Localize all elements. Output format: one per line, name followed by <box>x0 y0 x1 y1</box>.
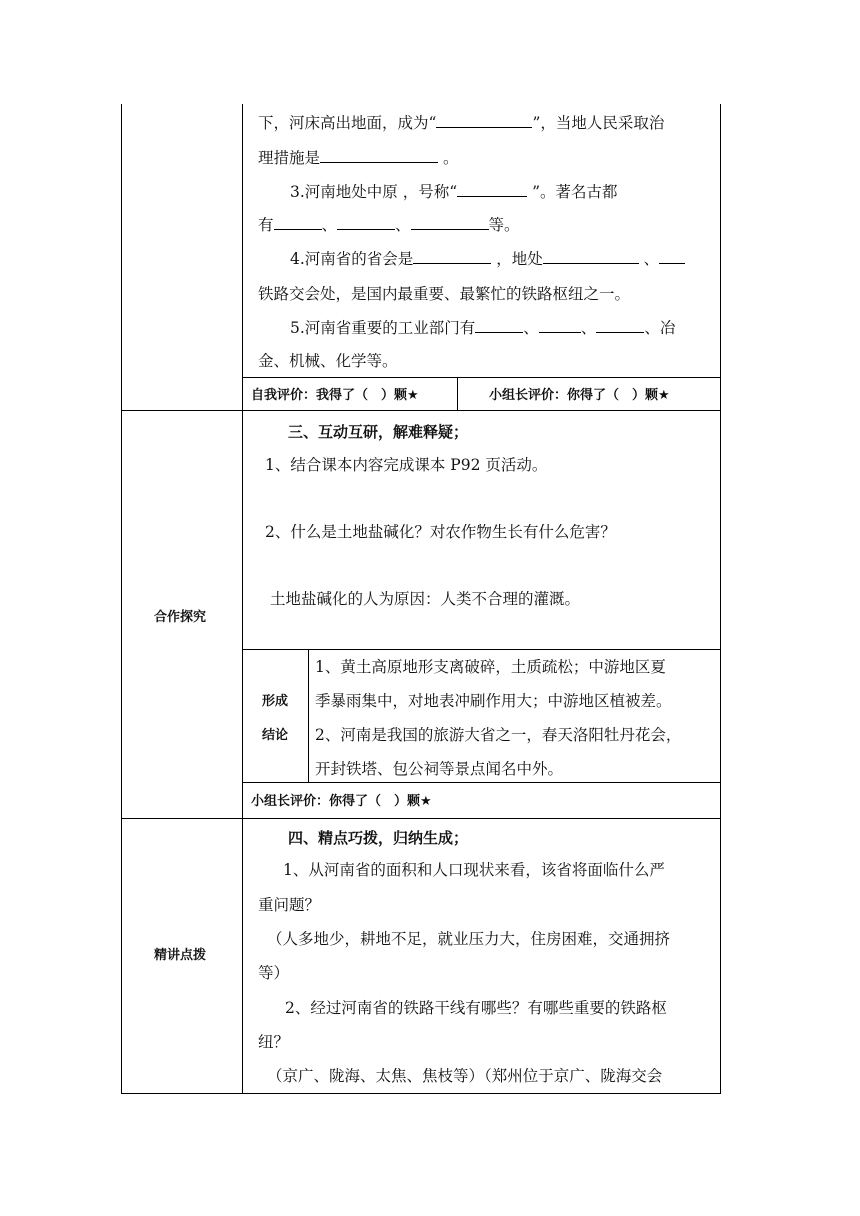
q4-line1 <box>290 249 685 269</box>
section-divider-2-3 <box>121 410 721 411</box>
conclusion-line: 2、河南是我国的旅游大省之一，春天洛阳牡丹花会， <box>315 726 682 744</box>
section2-eval-divider <box>457 377 458 411</box>
section3-leader-evaluation: 小组长评价：你得了（ ）颗★ <box>251 794 432 809</box>
q5-line1 <box>290 318 675 338</box>
answer-blank[interactable] <box>411 215 489 230</box>
s2-line2-pre: 理措施是 <box>258 149 321 167</box>
section4-line: 纽？ <box>258 1033 290 1051</box>
answer-blank[interactable] <box>543 249 639 264</box>
q4-line1-mid: ，地处 <box>491 250 543 268</box>
section4-line: （京广、陇海、太焦、焦枝等）（郑州位于京广、陇海交会 <box>267 1067 663 1085</box>
s2-line2-post: 。 <box>438 149 459 167</box>
q3-line2 <box>258 215 520 235</box>
section4-line: 2、经过河南省的铁路干线有哪些？有哪些重要的铁路枢 <box>285 999 667 1017</box>
q3-line2-pre: 有 <box>258 216 274 234</box>
q4-line2: 铁路交会处，是国内最重要、最繁忙的铁路枢纽之一。 <box>258 285 631 303</box>
q5-line2: 金、机械、化学等。 <box>258 352 398 370</box>
answer-blank[interactable] <box>320 148 438 163</box>
s2-line1-pre: 下，河床高出地面，成为“ <box>258 114 437 132</box>
q5-sep2: 、 <box>580 319 597 337</box>
conclusion-line: 季暴雨集中，对地表冲刷作用大；中游地区植被差。 <box>315 692 672 710</box>
self-evaluation: 自我评价：我得了（ ）颗★ <box>251 388 419 403</box>
section3-heading: 三、互动互研，解难释疑； <box>288 423 469 441</box>
answer-blank[interactable] <box>436 113 532 128</box>
conclusion-line: 开封铁塔、包公祠等景点闻名中外。 <box>315 760 564 778</box>
conclusion-label-line1: 形成 <box>262 694 289 709</box>
answer-blank[interactable] <box>475 318 523 333</box>
q3-sep2: 、 <box>395 216 411 234</box>
section4-line: （人多地少，耕地不足，就业压力大，住房困难，交通拥挤 <box>267 930 671 948</box>
s2-line2 <box>258 148 458 168</box>
conclusion-label-divider <box>308 649 309 783</box>
answer-blank[interactable] <box>457 182 527 197</box>
q3-line1 <box>290 182 618 202</box>
answer-blank[interactable] <box>337 215 395 230</box>
section4-line: 等） <box>258 964 290 982</box>
section4-line: 1、从河南省的面积和人口现状来看，该省将面临什么严 <box>283 861 665 879</box>
answer-blank[interactable] <box>659 249 685 264</box>
table-bottom-border <box>121 1093 721 1094</box>
label-column-border <box>242 104 243 1094</box>
q3-line1-post: ”。著名古都 <box>527 183 618 201</box>
q4-line1-sep: 、 <box>638 250 660 268</box>
s2-line1-post: ”，当地人民采取治 <box>532 114 665 132</box>
conclusion-bottom-line <box>242 782 721 783</box>
section3-item1: 1、结合课本内容完成课本 P92 页活动。 <box>265 456 548 474</box>
section3-item3: 土地盐碱化的人为原因：人类不合理的灌溉。 <box>270 590 581 608</box>
q4-line1-pre: 4.河南省的省会是 <box>290 250 414 268</box>
leader-evaluation: 小组长评价：你得了（ ）颗★ <box>489 388 670 403</box>
q3-sep1: 、 <box>321 216 338 234</box>
table-left-border <box>121 104 122 1094</box>
s2-line1 <box>258 113 664 133</box>
q3-line1-pre: 3.河南地处中原 ，号称“ <box>290 183 458 201</box>
answer-blank[interactable] <box>413 249 491 264</box>
section4-line: 重问题？ <box>258 896 321 914</box>
q5-line1-pre: 5.河南省重要的工业部门有 <box>290 319 476 337</box>
section4-heading: 四、精点巧拨，归纳生成； <box>288 829 469 847</box>
table-right-border <box>720 104 721 1094</box>
q5-sep3: 、冶 <box>644 319 676 337</box>
row-label-explain: 精讲点拨 <box>154 948 207 963</box>
section3-item2: 2、什么是土地盐碱化？对农作物生长有什么危害？ <box>265 523 616 541</box>
section2-eval-top-line <box>242 377 721 378</box>
q3-line2-post: 等。 <box>488 216 520 234</box>
q5-sep1: 、 <box>523 319 539 337</box>
answer-blank[interactable] <box>539 318 581 333</box>
conclusion-top-line <box>242 649 721 650</box>
row-label-cooperate: 合作探究 <box>154 610 207 625</box>
answer-blank[interactable] <box>274 215 322 230</box>
conclusion-line: 1、黄土高原地形支离破碎，土质疏松；中游地区夏 <box>315 658 666 676</box>
conclusion-label-line2: 结论 <box>262 728 289 743</box>
section-divider-3-4 <box>121 818 721 819</box>
answer-blank[interactable] <box>596 318 644 333</box>
